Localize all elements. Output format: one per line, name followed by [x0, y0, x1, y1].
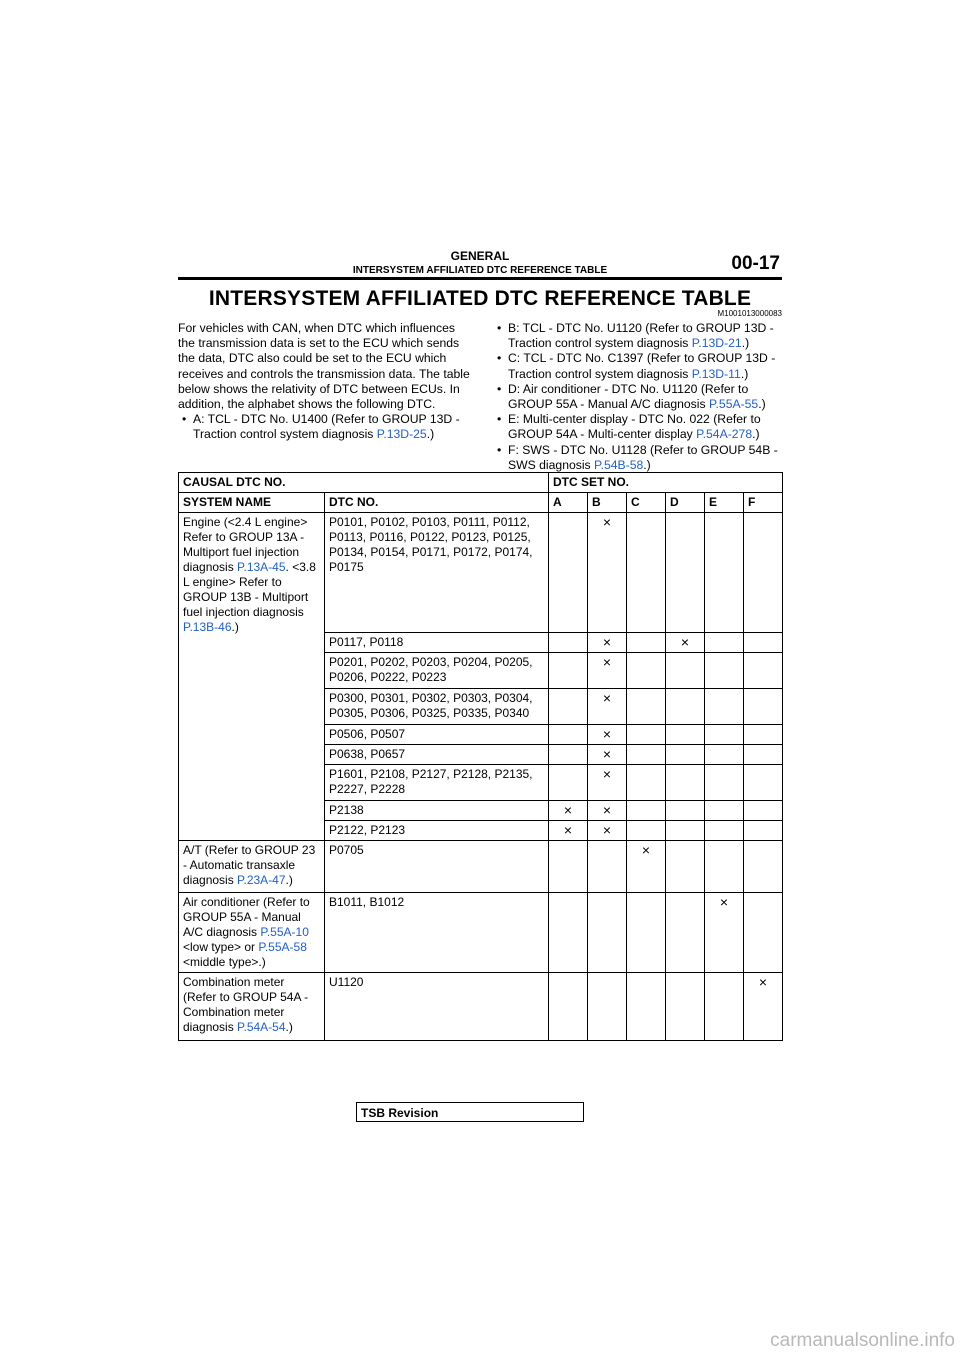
- mark-cell-f: [744, 653, 783, 689]
- mark-cell-f: [744, 633, 783, 653]
- cross-mark-icon: ×: [758, 974, 768, 990]
- dtc-number-cell: P0101, P0102, P0103, P0111, P0112, P0113, P0116, P0122, P0123, P0125, P0134, P0154, P0171, P0172, P0174, P0175: [325, 513, 549, 633]
- cross-mark-icon: ×: [641, 842, 651, 858]
- mark-cell-f: [744, 689, 783, 725]
- cross-mark-icon: ×: [680, 634, 690, 650]
- mark-cell-d: [666, 513, 705, 633]
- mark-cell-c: [627, 765, 666, 801]
- mark-cell-e: [705, 801, 744, 821]
- mark-cell-e: [705, 745, 744, 765]
- cross-mark-icon: ×: [602, 766, 612, 782]
- mark-cell-d: [666, 893, 705, 973]
- dtc-no-header: DTC NO.: [325, 493, 549, 513]
- bullet-icon: •: [497, 381, 502, 396]
- page-title: INTERSYSTEM AFFILIATED DTC REFERENCE TABLE: [208, 287, 752, 310]
- mark-cell-c: [627, 821, 666, 841]
- mark-cell-a: [549, 973, 588, 1041]
- mark-cell-c: [627, 841, 666, 893]
- page-link[interactable]: P.23A-47: [237, 873, 286, 887]
- page-link[interactable]: P.55A-55: [708, 397, 759, 412]
- mark-cell-b: [588, 893, 627, 973]
- mark-cell-a: [549, 745, 588, 765]
- mark-cell-b: [588, 689, 627, 725]
- mark-cell-c: [627, 513, 666, 633]
- dtc-number-cell: P0117, P0118: [325, 633, 549, 653]
- mark-cell-d: [666, 821, 705, 841]
- col-header-a: A: [549, 493, 588, 513]
- system-text: Engine (<2.4 L engine> Refer to GROUP 13A - Multiport fuel injection diagnosis: [183, 515, 308, 574]
- page-link[interactable]: P.54B-58: [594, 457, 644, 472]
- bullet-tail: .): [740, 366, 749, 381]
- mark-cell-b: [588, 513, 627, 633]
- system-name-cell: [179, 973, 325, 1041]
- mark-cell-b: [588, 633, 627, 653]
- mark-cell-e: [705, 765, 744, 801]
- mark-cell-a: [549, 725, 588, 745]
- mark-cell-d: [666, 801, 705, 821]
- mark-cell-e: [705, 893, 744, 973]
- mark-cell-a: [549, 821, 588, 841]
- bullet-tail: .): [426, 427, 435, 442]
- page-link[interactable]: P.13D-11: [691, 366, 741, 381]
- mark-cell-d: [666, 689, 705, 725]
- mark-cell-e: [705, 513, 744, 633]
- system-text: .): [231, 620, 239, 634]
- system-text: Air conditioner (Refer to GROUP 55A - Manual A/C diagnosis: [183, 895, 310, 939]
- header-rule: [178, 277, 782, 280]
- system-text: Combination meter (Refer to GROUP 54A - Combination meter diagnosis: [183, 975, 309, 1034]
- cross-mark-icon: ×: [563, 822, 573, 838]
- mark-cell-a: [549, 689, 588, 725]
- mark-cell-d: [666, 725, 705, 745]
- mark-cell-c: [627, 689, 666, 725]
- dtc-number-cell: P2122, P2123: [325, 821, 549, 841]
- bullet-item: [493, 443, 785, 473]
- mark-cell-e: [705, 725, 744, 745]
- col-header-f: F: [744, 493, 783, 513]
- table-header-row: [179, 493, 783, 513]
- mark-cell-e: [705, 973, 744, 1041]
- mark-cell-b: [588, 745, 627, 765]
- watermark: carmanualsonline.info: [770, 1330, 955, 1351]
- table-row: [179, 841, 783, 893]
- table-row: [179, 893, 783, 973]
- cross-mark-icon: ×: [602, 822, 612, 838]
- dtc-number-cell: P0705: [325, 841, 549, 893]
- dtc-number-cell: P0638, P0657: [325, 745, 549, 765]
- intro-right-column: [493, 321, 785, 473]
- mark-cell-f: [744, 765, 783, 801]
- mark-cell-d: [666, 973, 705, 1041]
- dtc-number-cell: P0201, P0202, P0203, P0204, P0205, P0206, P0222, P0223: [325, 653, 549, 689]
- bullet-text: C: TCL - DTC No. C1397 (Refer to GROUP 13D - Traction control system diagnosis: [508, 351, 776, 381]
- mark-cell-b: [588, 801, 627, 821]
- page-link[interactable]: P.13D-25: [376, 427, 427, 442]
- mark-cell-a: [549, 765, 588, 801]
- mark-cell-b: [588, 841, 627, 893]
- col-header-e: E: [705, 493, 744, 513]
- mark-cell-c: [627, 801, 666, 821]
- mark-cell-c: [627, 893, 666, 973]
- system-text: .): [285, 873, 293, 887]
- page-link[interactable]: P.54A-54: [237, 1020, 286, 1034]
- causal-dtc-header: CAUSAL DTC NO.: [179, 473, 549, 493]
- bullet-text: A: TCL - DTC No. U1400 (Refer to GROUP 13D - Traction control system diagnosis: [193, 412, 460, 442]
- dtc-number-cell: P0506, P0507: [325, 725, 549, 745]
- mark-cell-d: [666, 745, 705, 765]
- mark-cell-a: [549, 633, 588, 653]
- cross-mark-icon: ×: [719, 894, 729, 910]
- bullet-icon: •: [182, 412, 187, 427]
- system-text: A/T (Refer to GROUP 23 - Automatic transaxle diagnosis: [183, 843, 316, 887]
- bullet-icon: •: [497, 412, 502, 427]
- mark-cell-d: [666, 765, 705, 801]
- col-header-c: C: [627, 493, 666, 513]
- system-text: . <3.8 L engine> Refer to GROUP 13B - Multiport fuel injection diagnosis: [183, 560, 316, 619]
- bullet-tail: .): [643, 457, 651, 472]
- page-number: 00-17: [731, 253, 780, 274]
- intro-left-column: [178, 321, 470, 443]
- cross-mark-icon: ×: [602, 634, 612, 650]
- cross-mark-icon: ×: [602, 726, 612, 742]
- bullet-item: [178, 412, 470, 442]
- mark-cell-f: [744, 841, 783, 893]
- mark-cell-e: [705, 841, 744, 893]
- page-link[interactable]: P.13A-45: [237, 560, 286, 574]
- bullet-tail: .): [741, 336, 750, 351]
- mark-cell-e: [705, 633, 744, 653]
- mark-cell-a: [549, 841, 588, 893]
- system-text: <low type> or: [183, 940, 259, 954]
- system-name-cell: [179, 841, 325, 893]
- bullet-item: [493, 412, 785, 442]
- bullet-item: [493, 321, 785, 351]
- document-code: M1001013000083: [717, 309, 782, 318]
- mark-cell-c: [627, 973, 666, 1041]
- dtc-number-cell: P0300, P0301, P0302, P0303, P0304, P0305, P0306, P0325, P0335, P0340: [325, 689, 549, 725]
- table-row: [179, 513, 783, 633]
- mark-cell-a: [549, 513, 588, 633]
- page-link[interactable]: P.13B-46: [183, 620, 232, 634]
- mark-cell-f: [744, 801, 783, 821]
- dtc-set-header: DTC SET NO.: [549, 473, 783, 493]
- bullet-list-left: [178, 412, 470, 442]
- mark-cell-f: [744, 745, 783, 765]
- mark-cell-c: [627, 633, 666, 653]
- header-group: GENERAL: [450, 249, 510, 263]
- bullet-icon: •: [497, 351, 502, 366]
- mark-cell-d: [666, 633, 705, 653]
- page-link[interactable]: P.55A-10: [260, 925, 309, 939]
- mark-cell-c: [627, 725, 666, 745]
- cross-mark-icon: ×: [602, 746, 612, 762]
- mark-cell-a: [549, 893, 588, 973]
- mark-cell-f: [744, 513, 783, 633]
- mark-cell-e: [705, 689, 744, 725]
- page-link[interactable]: P.55A-58: [258, 940, 307, 954]
- bullet-list-right: [493, 321, 785, 473]
- bullet-text: D: Air conditioner - DTC No. U1120 (Refer to GROUP 55A - Manual A/C diagnosis: [508, 381, 749, 412]
- system-text: .): [285, 1020, 293, 1034]
- dtc-number-cell: P2138: [325, 801, 549, 821]
- system-name-cell: [179, 513, 325, 841]
- bullet-text: E: Multi-center display - DTC No. 022 (Refer to GROUP 54A - Multi-center display: [508, 412, 761, 442]
- intro-paragraph: For vehicles with CAN, when DTC which influences the transmission data is set to the ECU which sends the data, DTC also could be set to the ECU which receives and controls the transmission data. The table below shows the relativity of DTC between ECUs. In addition, the alphabet shows the following DTC.: [178, 321, 470, 412]
- mark-cell-b: [588, 653, 627, 689]
- dtc-number-cell: U1120: [325, 973, 549, 1041]
- mark-cell-a: [549, 653, 588, 689]
- cross-mark-icon: ×: [602, 802, 612, 818]
- page-link[interactable]: P.13D-21: [691, 336, 742, 351]
- col-header-d: D: [666, 493, 705, 513]
- col-header-b: B: [588, 493, 627, 513]
- mark-cell-c: [627, 653, 666, 689]
- system-name-header: SYSTEM NAME: [179, 493, 325, 513]
- page-link[interactable]: P.54A-278: [696, 427, 753, 442]
- dtc-reference-table: [178, 472, 783, 1041]
- mark-cell-e: [705, 653, 744, 689]
- bullet-item: [493, 351, 785, 381]
- cross-mark-icon: ×: [602, 514, 612, 530]
- mark-cell-f: [744, 973, 783, 1041]
- bullet-tail: .): [758, 397, 766, 412]
- mark-cell-a: [549, 801, 588, 821]
- mark-cell-b: [588, 821, 627, 841]
- mark-cell-c: [627, 745, 666, 765]
- dtc-number-cell: P1601, P2108, P2127, P2128, P2135, P2227, P2228: [325, 765, 549, 801]
- tsb-revision-box: TSB Revision: [356, 1102, 584, 1122]
- mark-cell-d: [666, 653, 705, 689]
- cross-mark-icon: ×: [602, 690, 612, 706]
- bullet-text: B: TCL - DTC No. U1120 (Refer to GROUP 13D - Traction control system diagnosis: [508, 321, 774, 351]
- mark-cell-b: [588, 973, 627, 1041]
- mark-cell-b: [588, 725, 627, 745]
- table-row: [179, 973, 783, 1041]
- mark-cell-f: [744, 821, 783, 841]
- bullet-icon: •: [497, 442, 502, 457]
- table-header-row: [179, 473, 783, 493]
- mark-cell-f: [744, 893, 783, 973]
- header-section: INTERSYSTEM AFFILIATED DTC REFERENCE TABLE: [352, 265, 608, 276]
- cross-mark-icon: ×: [563, 802, 573, 818]
- mark-cell-d: [666, 841, 705, 893]
- bullet-tail: .): [752, 427, 760, 442]
- system-name-cell: [179, 893, 325, 973]
- system-text: <middle type>.): [183, 955, 266, 969]
- mark-cell-e: [705, 821, 744, 841]
- bullet-text: F: SWS - DTC No. U1128 (Refer to GROUP 54B - SWS diagnosis: [508, 442, 778, 472]
- mark-cell-f: [744, 725, 783, 745]
- cross-mark-icon: ×: [602, 654, 612, 670]
- mark-cell-b: [588, 765, 627, 801]
- bullet-item: [493, 382, 785, 412]
- bullet-icon: •: [497, 321, 502, 335]
- dtc-number-cell: B1011, B1012: [325, 893, 549, 973]
